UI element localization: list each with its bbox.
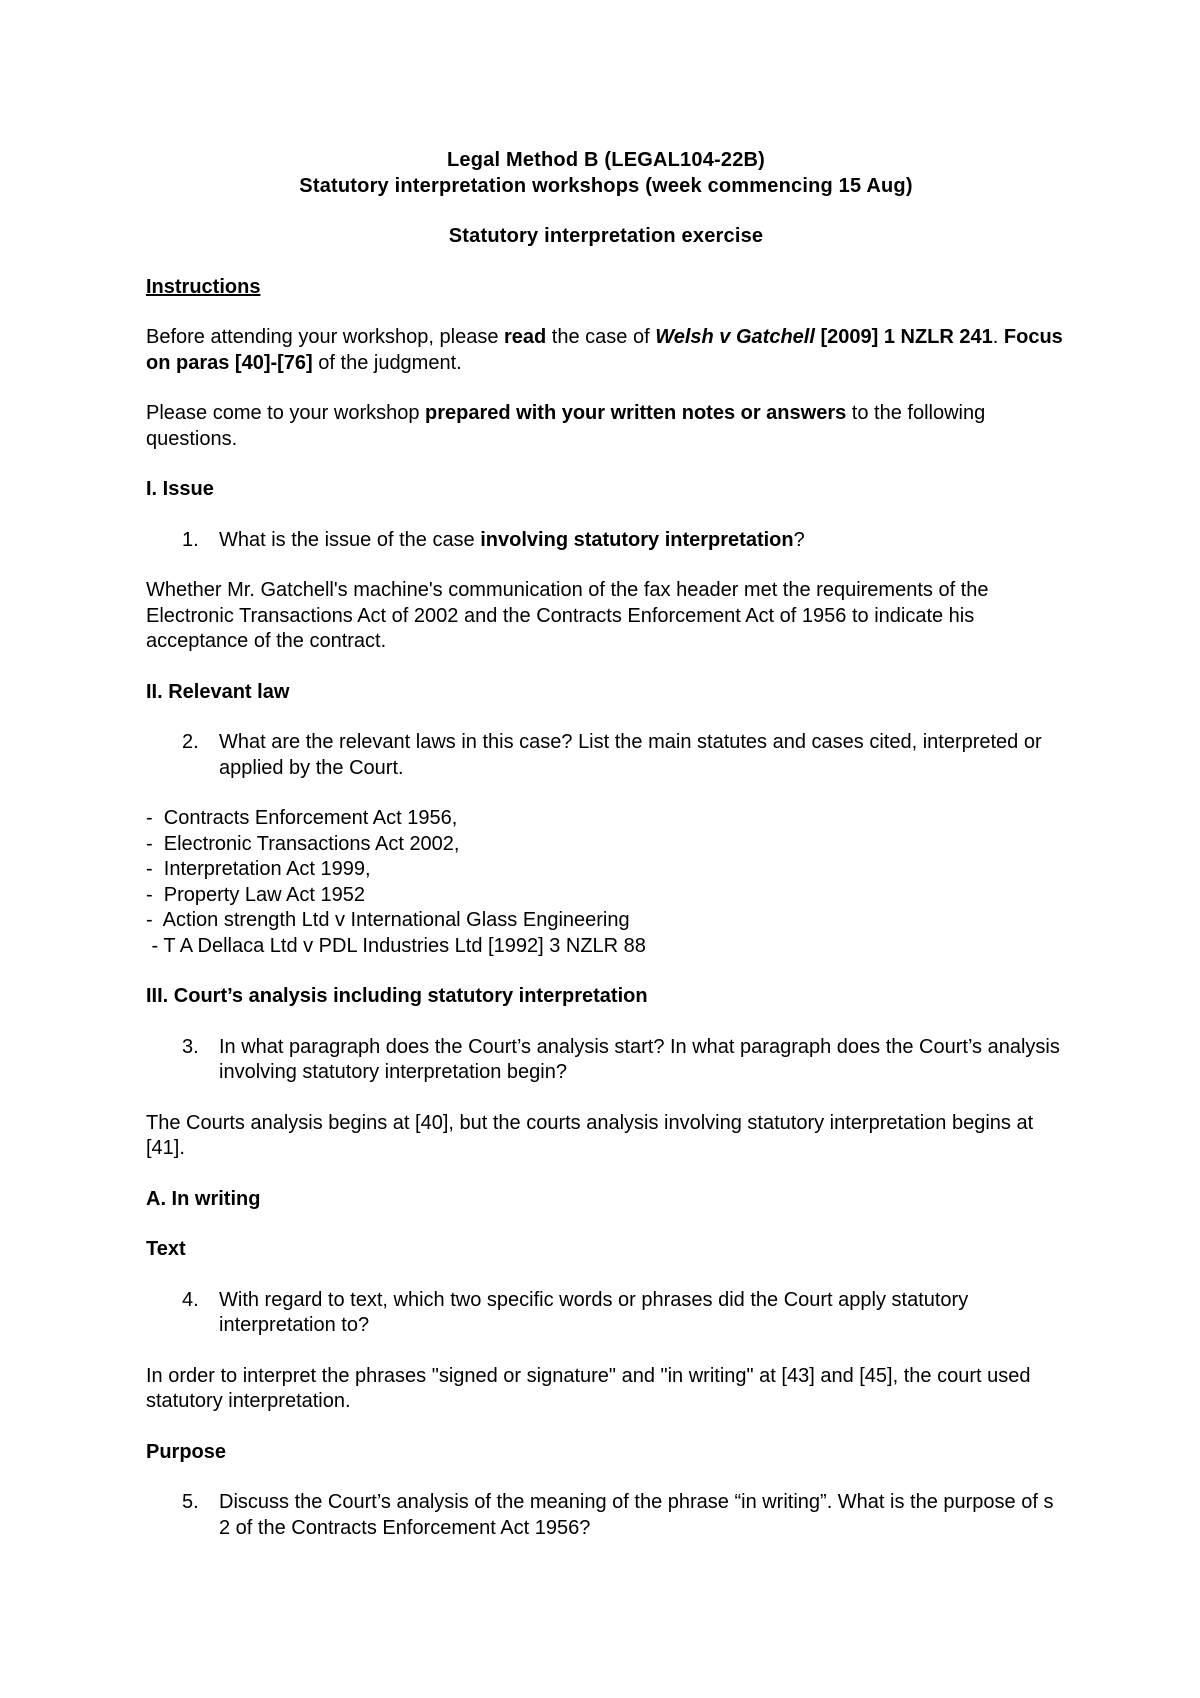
course-title: Legal Method B (LEGAL104-22B) — [446, 149, 766, 171]
question-text-bold: involving statutory interpretation — [480, 528, 794, 551]
question-3 — [146, 1035, 1066, 1086]
list-item: - Action strength Ltd v International Glass Engineering — [146, 909, 630, 931]
workshop-title: Statutory interpretation workshops (week commencing 15 Aug) — [299, 174, 913, 197]
question-number: 5. — [182, 1491, 199, 1513]
question-text: ? — [793, 528, 805, 551]
question-text: In what paragraph does the Court’s analysis start? In what paragraph does the Court’s analysis involving statutory interpretation begin? — [219, 1035, 1060, 1083]
question-text: With regard to text, which two specific words or phrases did the Court apply statutory interpretation to? — [219, 1288, 969, 1336]
text-run: the case of — [546, 326, 656, 348]
case-citation: [2009] 1 NZLR 241 — [814, 326, 993, 348]
text-run: to the following questions. — [146, 402, 986, 450]
instructions-paragraph-1 — [146, 325, 1066, 376]
question-number: 3. — [182, 1035, 199, 1058]
text-run: Please come to your workshop — [146, 402, 426, 424]
purpose-subheading: Purpose — [146, 1440, 227, 1463]
section-analysis-heading: III. Court’s analysis including statutory interpretation — [146, 985, 648, 1007]
answer-1: Whether Mr. Gatchell's machine's communication of the fax header met the requirements of the Electronic Transactions Act of 2002 and the Contracts Enforcement Act of 1956 to indicate his acceptance of the contract. — [146, 579, 989, 652]
answer-4: In order to interpret the phrases "signed or signature" and "in writing" at [43] and [45], the court used statutory interpretation. — [146, 1364, 1031, 1412]
text-run-bold: prepared with your written notes or answers — [425, 402, 847, 424]
question-2 — [146, 730, 1066, 781]
section-issue-heading: I. Issue — [146, 478, 214, 500]
case-name: Welsh v Gatchell — [655, 326, 815, 348]
question-number: 4. — [182, 1288, 199, 1311]
text-subheading: Text — [146, 1238, 186, 1260]
text-run: . — [992, 326, 1004, 348]
list-item: - T A Dellaca Ltd v PDL Industries Ltd [1992] 3 NZLR 88 — [146, 934, 646, 957]
laws-list — [146, 806, 1066, 959]
question-number: 1. — [182, 528, 199, 551]
question-5 — [146, 1490, 1066, 1541]
list-item: - Electronic Transactions Act 2002, — [146, 832, 460, 855]
text-run: of the judgment. — [312, 351, 462, 374]
section-in-writing-heading: A. In writing — [146, 1187, 261, 1210]
instructions-heading: Instructions — [146, 275, 261, 298]
question-text: Discuss the Court’s analysis of the meaning of the phrase “in writing”. What is the purpose of s 2 of the Contracts Enforcement Act 1956? — [219, 1491, 1054, 1539]
text-run: Before attending your workshop, please — [146, 326, 504, 348]
answer-3: The Courts analysis begins at [40], but the courts analysis involving statutory interpretation begins at [41]. — [146, 1111, 1034, 1159]
question-number: 2. — [182, 731, 199, 753]
question-text: What is the issue of the case — [219, 528, 481, 551]
list-item: - Contracts Enforcement Act 1956, — [146, 807, 458, 829]
exercise-title: Statutory interpretation exercise — [448, 225, 764, 247]
section-law-heading: II. Relevant law — [146, 680, 290, 703]
list-item: - Property Law Act 1952 — [146, 883, 366, 906]
document-page — [146, 148, 1066, 1566]
question-4 — [146, 1288, 1066, 1339]
text-run-bold: Focus on paras [40]-[76] — [146, 326, 1063, 374]
text-run-bold: read — [504, 326, 547, 348]
question-text: What are the relevant laws in this case? List the main statutes and cases cited, interpreted or applied by the Court. — [219, 731, 1042, 779]
question-1 — [146, 528, 1066, 554]
instructions-paragraph-2 — [146, 401, 1066, 452]
list-item: - Interpretation Act 1999, — [146, 858, 371, 880]
